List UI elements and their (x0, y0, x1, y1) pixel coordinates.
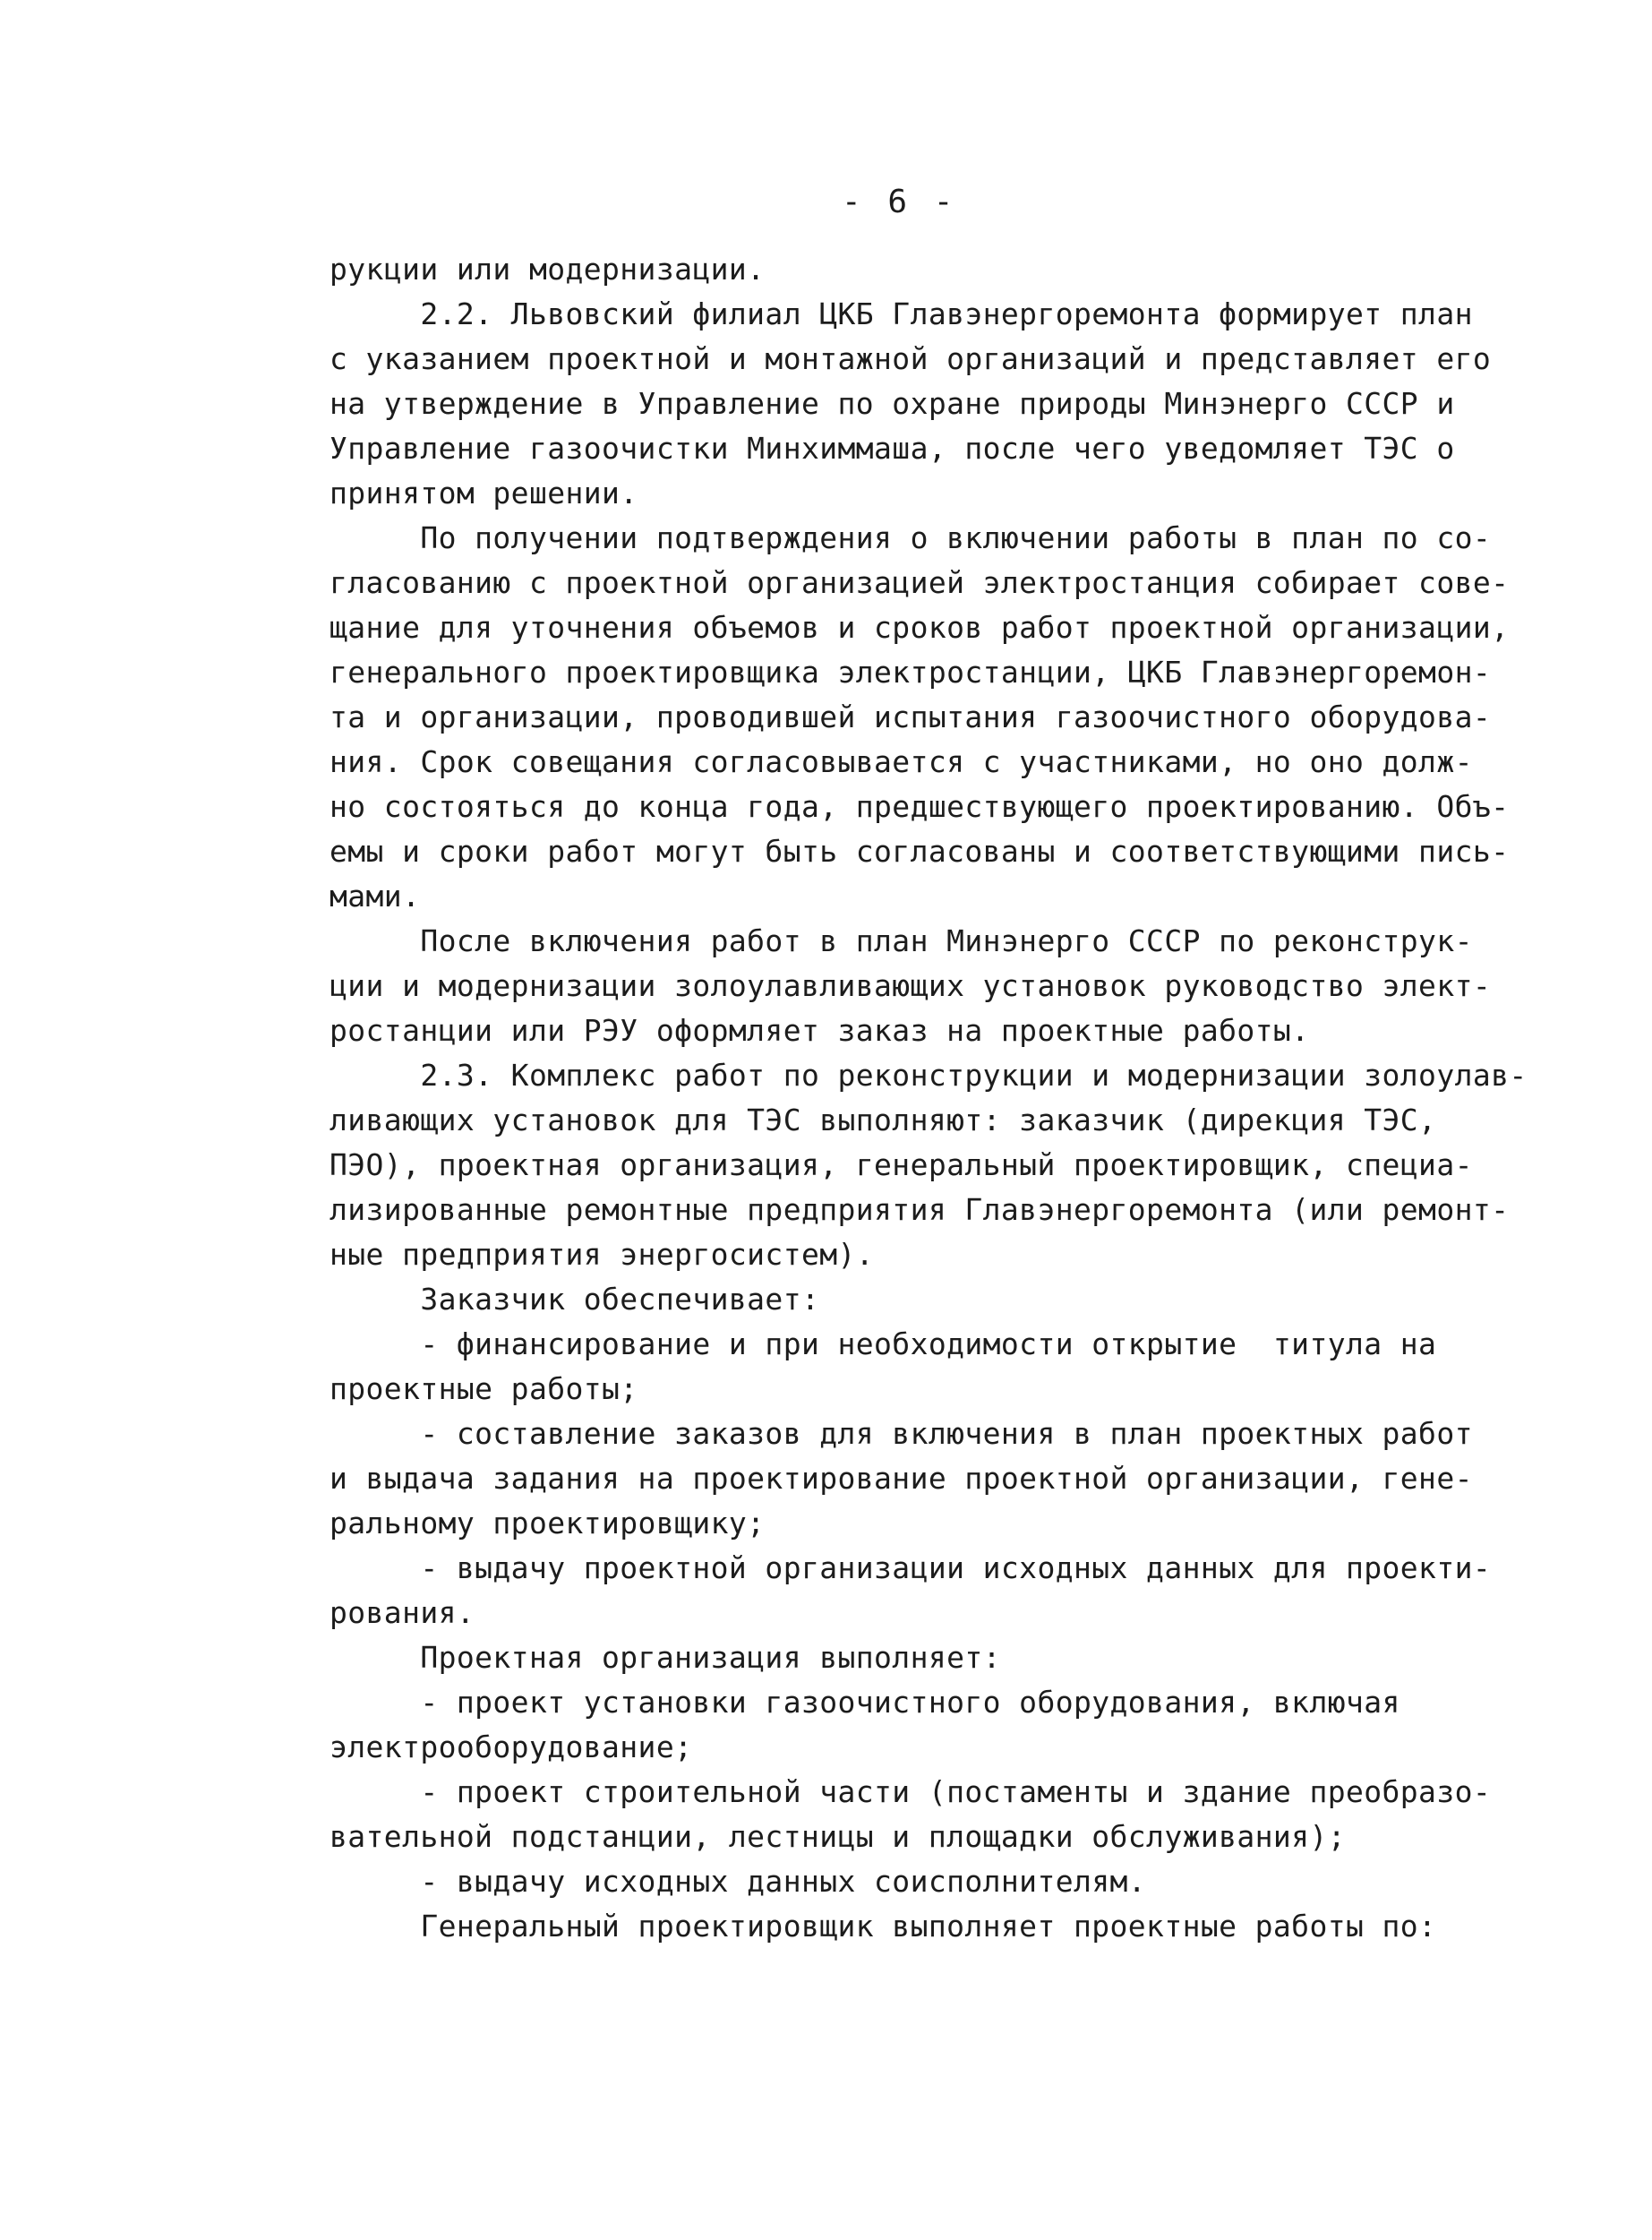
text-line: рукции или модернизации. (330, 252, 766, 287)
text-line: ПЭО), проектная организация, генеральный проектировщик, специа- (330, 1147, 1473, 1182)
text-line: - финансирование и при необходимости открытие титула на (330, 1326, 1437, 1361)
text-line: на утверждение в Управление по охране природы Минэнерго СССР и (330, 386, 1455, 421)
text-line: После включения работ в план Минэнерго СССР по реконструк- (330, 923, 1473, 958)
text-line: 2.3. Комплекс работ по реконструкции и модернизации золоулав- (330, 1058, 1528, 1093)
text-line: Управление газоочистки Минхиммаша, после чего уведомляет ТЭС о (330, 431, 1455, 466)
text-line: проектные работы; (330, 1371, 638, 1406)
text-line: ции и модернизации золоулавливающих установок руководство элект- (330, 968, 1492, 1003)
text-line: - составление заказов для включения в план проектных работ (330, 1416, 1473, 1451)
text-line: с указанием проектной и монтажной организаций и представляет его (330, 341, 1492, 376)
page-number: - 6 - (842, 184, 957, 220)
text-line: - выдачу проектной организации исходных данных для проекти- (330, 1550, 1492, 1585)
text-line: Проектная организация выполняет: (330, 1640, 1001, 1675)
text-line: ральному проектировщику; (330, 1506, 766, 1541)
text-line: та и организации, проводившей испытания газоочистного оборудова- (330, 699, 1492, 734)
text-line: электрооборудование; (330, 1729, 693, 1764)
text-line: но состояться до конца года, предшествующего проектированию. Объ- (330, 789, 1510, 824)
text-line: - выдачу исходных данных соисполнителям. (330, 1864, 1147, 1899)
text-line: Генеральный проектировщик выполняет проектные работы по: (330, 1909, 1437, 1944)
text-line: принятом решении. (330, 476, 638, 511)
text-line: 2.2. Львовский филиал ЦКБ Главэнергоремонта формирует план (330, 296, 1473, 331)
text-line: лизированные ремонтные предприятия Главэнергоремонта (или ремонт- (330, 1192, 1510, 1227)
text-line: ные предприятия энергосистем). (330, 1237, 875, 1272)
document-body (330, 247, 1528, 1949)
text-line: ливающих установок для ТЭС выполняют: заказчик (дирекция ТЭС, (330, 1103, 1437, 1137)
text-line: - проект установки газоочистного оборудования, включая (330, 1685, 1400, 1720)
text-line: емы и сроки работ могут быть согласованы и соответствующими пись- (330, 834, 1510, 869)
text-line: вательной подстанции, лестницы и площадки обслуживания); (330, 1819, 1346, 1854)
text-line: ростанции или РЭУ оформляет заказ на проектные работы. (330, 1013, 1310, 1048)
text-line: Заказчик обеспечивает: (330, 1282, 820, 1317)
text-line: генерального проектировщика электростанции, ЦКБ Главэнергоремон- (330, 655, 1492, 690)
text-line: щание для уточнения объемов и сроков работ проектной организации, (330, 610, 1510, 645)
text-line: - проект строительной части (постаменты и здание преобразо- (330, 1774, 1492, 1809)
text-line: гласованию с проектной организацией электростанция собирает сове- (330, 565, 1510, 600)
text-line: ния. Срок совещания согласовывается с участниками, но оно долж- (330, 744, 1473, 779)
text-line: и выдача задания на проектирование проектной организации, гене- (330, 1461, 1473, 1496)
text-line: По получении подтверждения о включении работы в план по со- (330, 520, 1492, 555)
text-line: рования. (330, 1595, 475, 1630)
text-line: мами. (330, 879, 421, 914)
